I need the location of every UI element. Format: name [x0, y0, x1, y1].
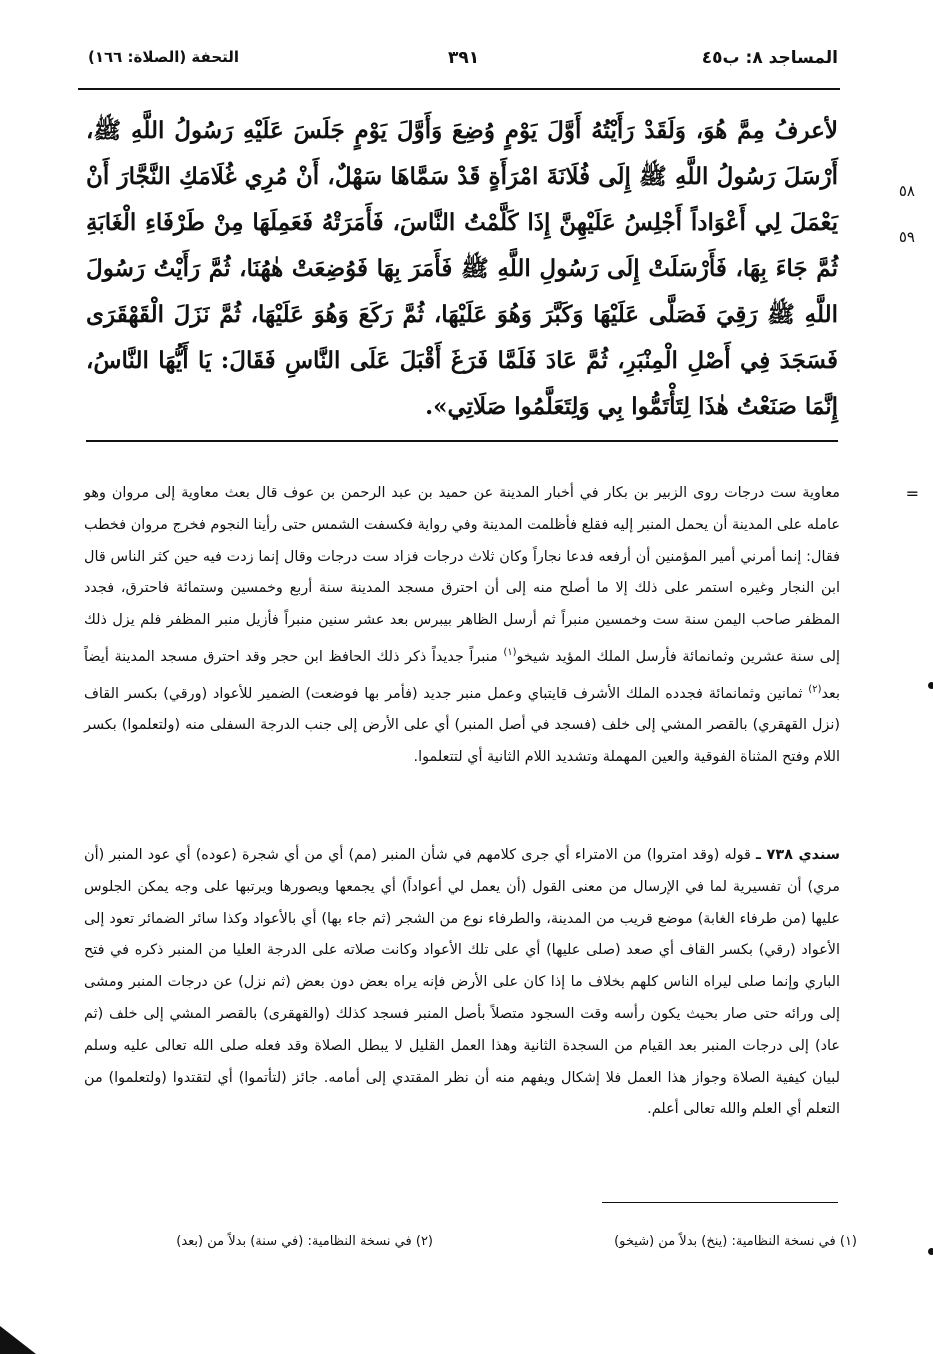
- footnote-2: (٢) في نسخة النظامية: (في سنة) بدلاً من (بعد): [176, 1234, 433, 1249]
- margin-number-59: ٥٩: [898, 228, 915, 246]
- commentary-text-c: ثمانين وثمانمائة فجدده الملك الأشرف قايتباي وعمل منبر جديد (فأمر بها فوضعت) الضمير للأعواد (ورقي) بكسر القاف (نزل القهقري) بالقصر المشي إلى خلف (فسجد في أصل المنبر) أي على الأرض إلى جنب الدرجة السفلى منه (ولتعلموا) بكسر اللام وفتح المثناة الفوقية والعين المهملة وتشديد اللام الثانية أي لتتعلموا.: [84, 685, 840, 765]
- commentary-paragraph-1: [84, 478, 840, 774]
- footnote-1: (١) في نسخة النظامية: (ينخ) بدلاً من (شيخو): [614, 1234, 857, 1249]
- hadith-text: لأعرفُ مِمَّ هُوَ، وَلَقَدْ رَأَيْتُهُ أَوَّلَ يَوْمٍ وُضِعَ وَأَوَّلَ يَوْمٍ جَلَسَ عَلَيْهِ رَسُولُ اللَّهِ ﷺ، أَرْسَلَ رَسُولُ اللَّهِ ﷺ إِلَى فُلَانَةَ امْرَأَةٍ قَدْ سَمَّاهَا سَهْلٌ، أَنْ مُرِي غُلَامَكِ النَّجَّارَ أَنْ يَعْمَلَ لِي أَعْوَاداً أَجْلِسُ عَلَيْهِنَّ إِذَا كَلَّمْتُ النَّاسَ، فَأَمَرَتْهُ فَعَمِلَهَا مِنْ طَرْفَاءِ الْغَابَةِ ثُمَّ جَاءَ بِهَا، فَأَرْسَلَتْ إِلَى رَسُولِ اللَّهِ ﷺ فَأَمَرَ بِهَا فَوُضِعَتْ هٰهُنَا، ثُمَّ رَأَيْتُ رَسُولَ اللَّهِ ﷺ رَقِيَ فَصَلَّى عَلَيْهَا وَكَبَّرَ وَهُوَ عَلَيْهَا، ثُمَّ رَكَعَ وَهُوَ عَلَيْهَا، ثُمَّ نَزَلَ الْقَهْقَرَى فَسَجَدَ فِي أَصْلِ الْمِنْبَرِ، ثُمَّ عَادَ فَلَمَّا فَرَغَ أَقْبَلَ عَلَى النَّاسِ فَقَالَ: يَا أَيُّهَا النَّاسُ، إِنَّمَا صَنَعْتُ هٰذَا لِتَأْتَمُّوا بِي وَلِتَعَلَّمُوا صَلَاتِي».: [86, 117, 838, 420]
- sindi-lead: سندي ٧٣٨ ـ: [756, 847, 840, 863]
- corner-triangle-mark: [0, 1326, 36, 1354]
- scan-mark-dot: [928, 1248, 933, 1255]
- sindi-commentary-text: قوله (وقد امتروا) من الامتراء أي جرى كلامهم في شأن المنبر (مم) أي من أي شجرة (عوده) أي عود المنبر (أن مري) أن تفسيرية لما في الإرسال من معنى القول (أن يعمل لي أعواداً) أي يجمعها ويصورها ويرتبها على وجه يمكن الجلوس عليها (من طرفاء الغابة) موضع قريب من المدينة، والطرفاء نوع من الشجر (ثم جاء بها) أي بالأعواد وكذا سائر الضمائر تعود إلى الأعواد (رقي) بكسر القاف أي صعد (صلى عليها) أي على تلك الأعواد وكانت صلاته على الدرجة العليا من المنبر ذكره في فتح الباري وإنما صلى ليراه الناس كلهم بخلاف ما إذا كان على الأرض فإنه يراه بعض دون بعض (ثم نزل) عن درجات المنبر ومشى إلى ورائه حتى صار بحيث يكون رأسه وقت السجود متصلاً بأصل المنبر فسجد كذلك (والقهقرى) بالقصر المشي إلى خلف (ثم عاد) إلى درجات المنبر بعد القيام من السجدة الثانية وهذا العمل القليل لا يبطل الصلاة وقد فعله صلى الله تعالى عليه وسلم لبيان كيفية الصلاة وجواز هذا العمل فلا إشكال ويفهم منه أن نظر المقتدي إلى أمامه. جائز (لتأتموا) أي لتقتدوا (ولتعلموا) من التعلم أي العلم والله تعالى أعلم.: [84, 847, 840, 1118]
- page-number: ٣٩١: [448, 48, 480, 68]
- page-header: [78, 44, 838, 80]
- continuation-mark: =: [905, 484, 919, 503]
- scan-mark-dot: [928, 682, 933, 689]
- text-divider: [86, 440, 838, 442]
- margin-number-58: ٥٨: [898, 182, 915, 200]
- commentary-text-b: منبراً جديداً ذكر ذلك الحافظ ابن حجر وقد احترق مسجد المدينة أيضاً بعد: [84, 648, 840, 702]
- footnote-divider: [602, 1202, 838, 1203]
- footnote-ref-2: (٢): [808, 683, 822, 695]
- footnote-ref-1: (١): [503, 646, 517, 658]
- header-divider: [78, 88, 840, 90]
- book-reference: التحفة (الصلاة: ١٦٦): [88, 48, 240, 66]
- commentary-text-a: معاوية ست درجات روى الزبير بن بكار في أخبار المدينة عن حميد بن عبد الرحمن بن عوف قال بعث معاوية إلى مروان وهو عامله على المدينة أن يحمل المنبر إليه فقلع فأظلمت المدينة وفي رواية فكسفت الشمس حتى رأينا النجوم فخرج مروان فخطب فقال: إنما أمرني أمير المؤمنين أن أرفعه فدعا نجاراً وكان ثلاث درجات فزاد ست درجات وقال إنما زدت فيه حين كثر الناس قال ابن النجار وغيره استمر على ذلك إلا ما أصلح منه إلى أن احترق مسجد المدينة سنة أربع وخمسين وستمائة فاحترق، فجدد المظفر صاحب اليمن سنة ست وخمسين منبراً ثم أرسل الظاهر بيبرس بعد عشر سنين منبراً فأزيل منبر المظفر فلم يزل ذلك إلى سنة عشرين وثمانمائة فأرسل الملك المؤيد شيخو: [84, 485, 840, 665]
- section-reference: المساجد ٨: ب٤٥: [701, 48, 838, 68]
- commentary-paragraph-2: [84, 840, 840, 1126]
